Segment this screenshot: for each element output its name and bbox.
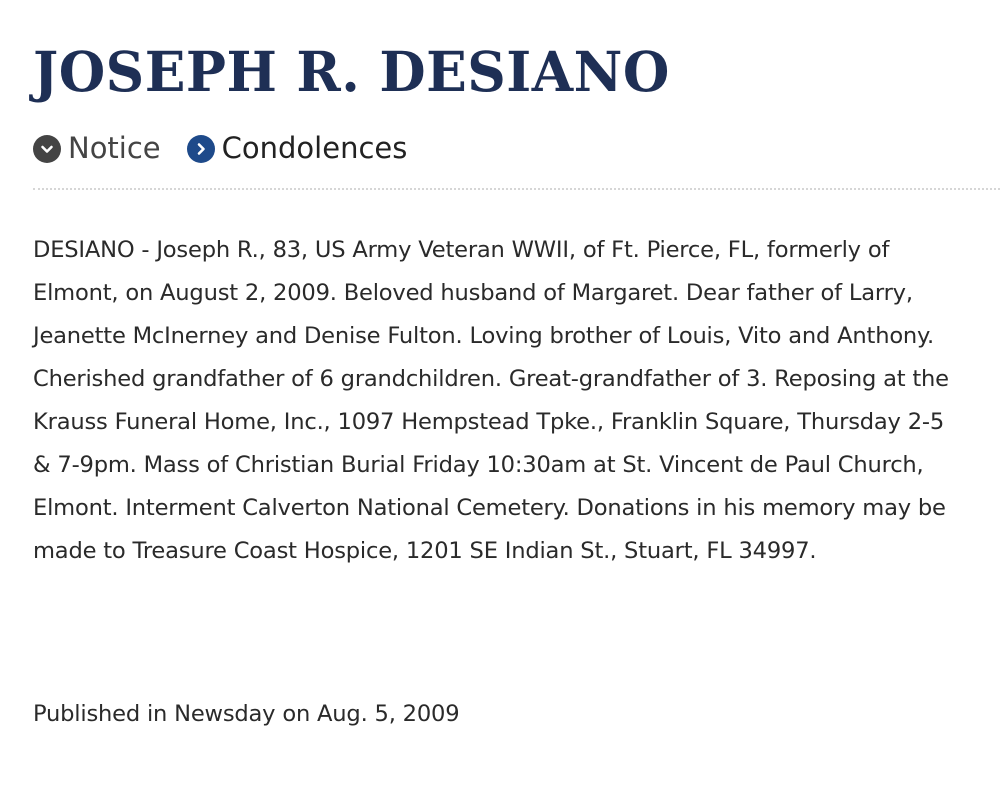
tab-condolences-label: Condolences — [221, 131, 408, 165]
published-line: Published in Newsday on Aug. 5, 2009 — [33, 701, 460, 727]
chevron-down-icon — [33, 135, 61, 163]
chevron-right-icon — [187, 135, 215, 163]
tab-notice[interactable] — [33, 131, 161, 165]
divider — [33, 188, 1000, 190]
tab-condolences[interactable] — [187, 131, 408, 165]
tab-notice-label: Notice — [68, 131, 161, 165]
page-title: JOSEPH R. DESIANO — [33, 39, 670, 104]
tab-bar — [33, 131, 433, 165]
notice-body: DESIANO - Joseph R., 83, US Army Veteran WWII, of Ft. Pierce, FL, formerly of Elmont, on August 2, 2009. Beloved husband of Margaret. Dear father of Larry, Jeanette McInerney and Denise Fulton. Loving brother of Louis, Vito and Anthony. Cherished grandfather of 6 grandchildren. Great-grandfather of 3. Reposing at the Krauss Funeral Home, Inc., 1097 Hempstead Tpke., Franklin Square, Thursday 2-5 & 7-9pm. Mass of Christian Burial Friday 10:30am at St. Vincent de Paul Church, Elmont. Interment Calverton National Cemetery. Donations in his memory may be made to Treasure Coast Hospice, 1201 SE Indian St., Stuart, FL 34997. — [33, 237, 949, 564]
